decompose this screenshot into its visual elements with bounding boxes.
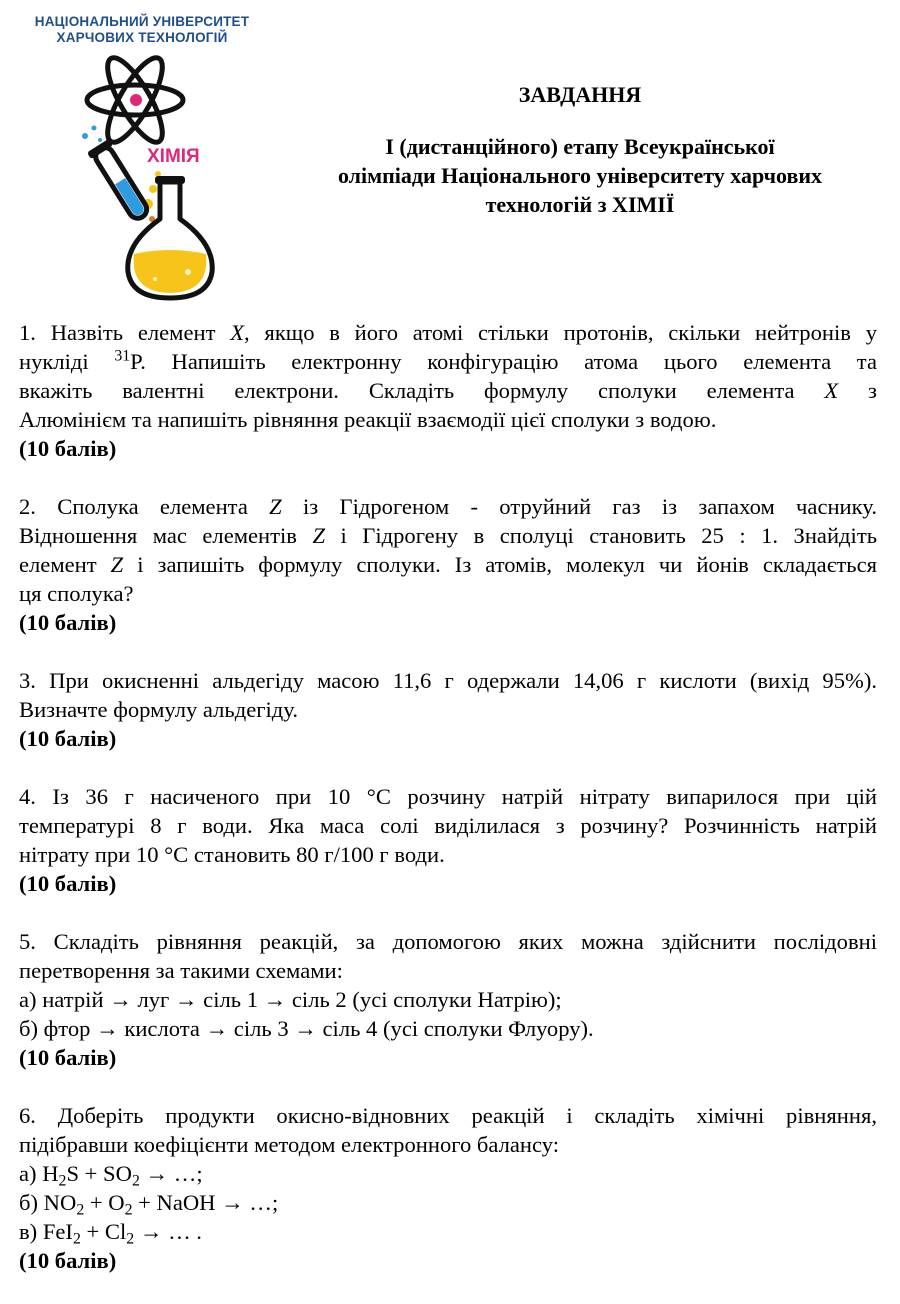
logo-line-2: ХАРЧОВИХ ТЕХНОЛОГІЙ [56,30,228,45]
problem-line: елемент Z і запишіть формулу сполуки. Із атомів, молекул чи йонів складається [19,552,877,577]
equation-b: б) $NO_2 + O_2$ + NaOH → …; [19,1190,279,1219]
problem-line: Визначте формулу альдегіду. [19,697,298,722]
university-logo-text [22,14,262,46]
problem-line: температурі 8 г води. Яка маса солі виділилася з розчину? Розчинність натрій [19,813,877,838]
points-label: (10 балів) [19,610,117,635]
problem-line: ця сполука? [19,581,134,606]
problem-line: 1. Назвіть елемент X, якщо в його атомі стільки протонів, скільки нейтронів у [19,320,877,345]
logo-line-1: НАЦІОНАЛЬНИЙ УНІВЕРСИТЕТ [34,14,250,29]
nucleus-dot [130,94,142,106]
problem-line: перетворення за такими схемами: [19,958,343,983]
equation-c: в) $FeI_2 + Cl_2$ → … . [19,1219,202,1248]
problem-line: підібравши коефіцієнти методом електронного балансу: [19,1132,560,1157]
problem-line: вкажіть валентні електрони. Складіть формулу сполуки елемента X з [19,378,877,403]
subtitle-line-3: технологій з ХІМІЇ [485,192,675,217]
points-label: (10 балів) [19,871,117,896]
problem-line: 3. При окисненні альдегіду масою 11,6 г одержали 14,06 г кислоти (вихід 95%). [19,668,877,693]
chemistry-label: ХІМІЯ [147,146,200,167]
points-label: (10 балів) [19,726,117,751]
problem-line: 6. Доберіть продукти окисно-відновних реакцій і складіть хімічні рівняння, [19,1103,877,1128]
problem-5 [19,927,877,1072]
problem-line: Алюмінієм та напишіть рівняння реакції взаємодії цієї сполуки з водою. [19,407,717,432]
points-label: (10 балів) [19,1248,117,1273]
page-title: ЗАВДАННЯ [518,82,642,107]
chemistry-logo-icon [60,54,240,304]
scheme-b: б) фтор → кислота → сіль 3 → сіль 4 (усі сполуки Флуору). [19,1016,594,1041]
page-subtitle [300,132,860,219]
problem-list [19,318,877,1304]
problem-line: 4. Із 36 г насиченого при 10 °С розчину натрій нітрату випарилося при цій [19,784,878,809]
problem-4 [19,782,877,898]
problem-6 [19,1101,877,1275]
subtitle-line-1: І (дистанційного) етапу Всеукраїнської [385,134,775,159]
subtitle-line-2: олімпіади Національного університету харчових [337,163,823,188]
problem-line: 2. Сполука елемента Z із Гідрогеном - отруйний газ із запахом часнику. [19,494,877,519]
problem-3 [19,666,877,753]
problem-line: 5. Складіть рівняння реакцій, за допомогою яких можна здійснити послідовні [19,929,877,954]
problem-line: нітрату при 10 °С становить 80 г/100 г води. [19,842,445,867]
equation-a: а) $H_2S + SO_2$ → …; [19,1161,203,1190]
problem-line: нукліді $^{31}$P. Напишіть електронну конфігурацію атома цього елемента та [19,347,877,374]
points-label: (10 балів) [19,1045,117,1070]
test-tube-icon [87,139,154,224]
points-label: (10 балів) [19,436,117,461]
problem-2 [19,492,877,637]
problem-line: Відношення мас елементів Z і Гідрогену в сполуці становить 25 : 1. Знайдіть [19,523,878,548]
scheme-a: а) натрій → луг → сіль 1 → сіль 2 (усі сполуки Натрію); [19,987,562,1012]
problem-1 [19,318,877,463]
